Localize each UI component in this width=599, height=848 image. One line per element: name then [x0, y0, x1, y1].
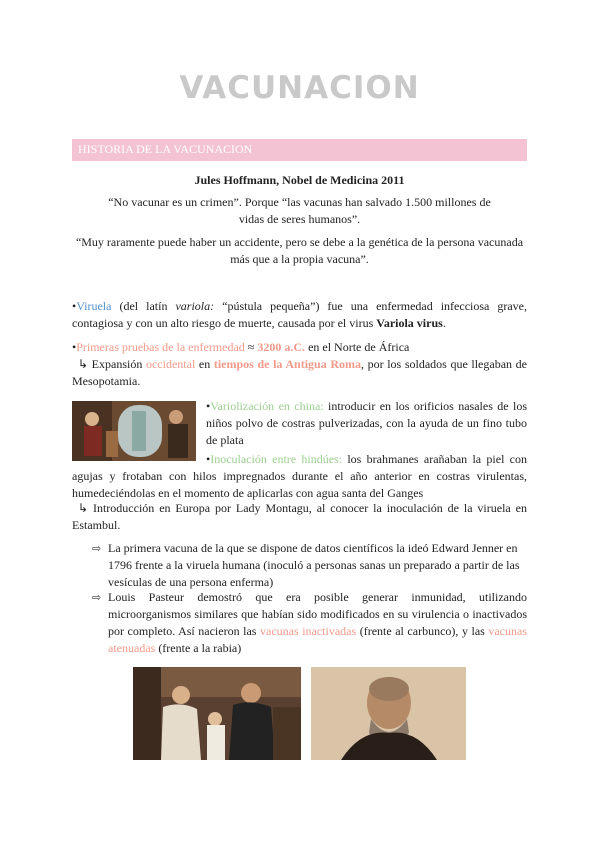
text: (frente al carbunco), y las — [356, 624, 489, 638]
text: (del latín — [111, 299, 176, 313]
text: . — [442, 316, 446, 330]
text: , por los soldados que llegaban de Mesopotamia. — [72, 357, 527, 388]
bullet: • — [72, 299, 77, 313]
text: introducir en los orificios nasales de los niños polvo de costras pulverizadas, con la ayuda de un fino tubo de plata — [206, 399, 528, 447]
section-header-text: HISTORIA DE LA VACUNACION — [78, 142, 253, 156]
jenner-paragraph — [108, 540, 527, 591]
vacunas-inactivadas-term: vacunas inactivadas — [260, 624, 357, 638]
text: La primera vacuna de la que se dispone de datos científicos la ideó Edward Jenner en 1796 frente a la viruela humana (inoculó a personas sanas un preparado a partir de las vesículas de una persona enferma) — [108, 541, 520, 589]
quote-2: “Muy raramente puede haber un accidente, pero se debe a la genética de la persona vacunada más que a la propia vacuna”. — [75, 235, 524, 266]
pasteur-paragraph — [108, 589, 527, 657]
bullet: • — [72, 340, 77, 354]
text: (frente a la rabia) — [155, 641, 242, 655]
text: “pústula pequeña”) fue una enfermedad infecciosa grave, contagiosa y con un alto riesgo de muerte, causada por el virus — [72, 299, 528, 330]
text: Expansión — [88, 357, 146, 371]
pasteur-portrait-svg — [311, 667, 466, 760]
page-title: VACUNACION — [179, 70, 420, 106]
virus-name: Variola virus — [376, 316, 443, 330]
text: Introducción en Europa por Lady Montagu, al conocer la inoculación de la viruela en Estambul. — [72, 501, 527, 532]
primeras-term: Primeras pruebas de la enfermedad — [76, 340, 245, 354]
vacunas-atenuadas-term: vacunas atenuadas — [108, 624, 528, 655]
quote-1: “No vacunar es un crimen”. Porque “las vacunas han salvado 1.500 millones de vidas de seres humanos”. — [108, 195, 491, 226]
pasteur-portrait — [311, 667, 466, 760]
montagu-paragraph — [72, 500, 527, 534]
viruela-term: Viruela — [76, 299, 112, 313]
occidental-term: occidental — [145, 357, 196, 371]
bullet: • — [206, 452, 211, 466]
inoculacion-term: Inoculación entre hindúes: — [210, 452, 343, 466]
text: los brahmanes arañaban la piel con agujas y frotaban con hilos impregnados durante el año anterior en costras virulentas, humedeciéndolas en el momento de aplicarlas con agua santa del Ganges — [72, 452, 528, 500]
arrow-icon: ↳ — [78, 357, 89, 371]
bullet: • — [206, 399, 211, 413]
approx-sign: ≈ — [244, 340, 258, 354]
jenner-vaccination-painting — [133, 667, 301, 760]
inoculacion-paragraph — [72, 451, 527, 502]
author-line: Jules Hoffmann, Nobel de Medicina 2011 — [194, 173, 405, 187]
primeras-pruebas-line — [72, 339, 527, 356]
section-header-bar — [72, 139, 527, 161]
text: Louis Pasteur demostró que era posible generar inmunidad, utilizando microorganismos similares que habían sido modificados en su virulencia o inactivados por completo. Así nacieron las — [108, 590, 527, 638]
roma-highlight: tiempos de la Antigua Roma — [213, 357, 361, 371]
arrow-right-icon: ⇨ — [92, 543, 102, 555]
viruela-paragraph — [72, 298, 527, 332]
text: en — [195, 357, 214, 371]
year-highlight: 3200 a.C. — [257, 340, 306, 354]
arrow-right-icon: ⇨ — [92, 592, 102, 604]
variolizacion-paragraph — [206, 398, 527, 449]
expansion-paragraph — [72, 356, 527, 390]
latin-word: variola: — [175, 299, 215, 313]
text: en el Norte de África — [305, 340, 410, 354]
variolizacion-term: Variolización en china: — [210, 399, 324, 413]
jenner-painting-svg — [133, 667, 301, 760]
arrow-icon: ↳ — [78, 501, 89, 515]
